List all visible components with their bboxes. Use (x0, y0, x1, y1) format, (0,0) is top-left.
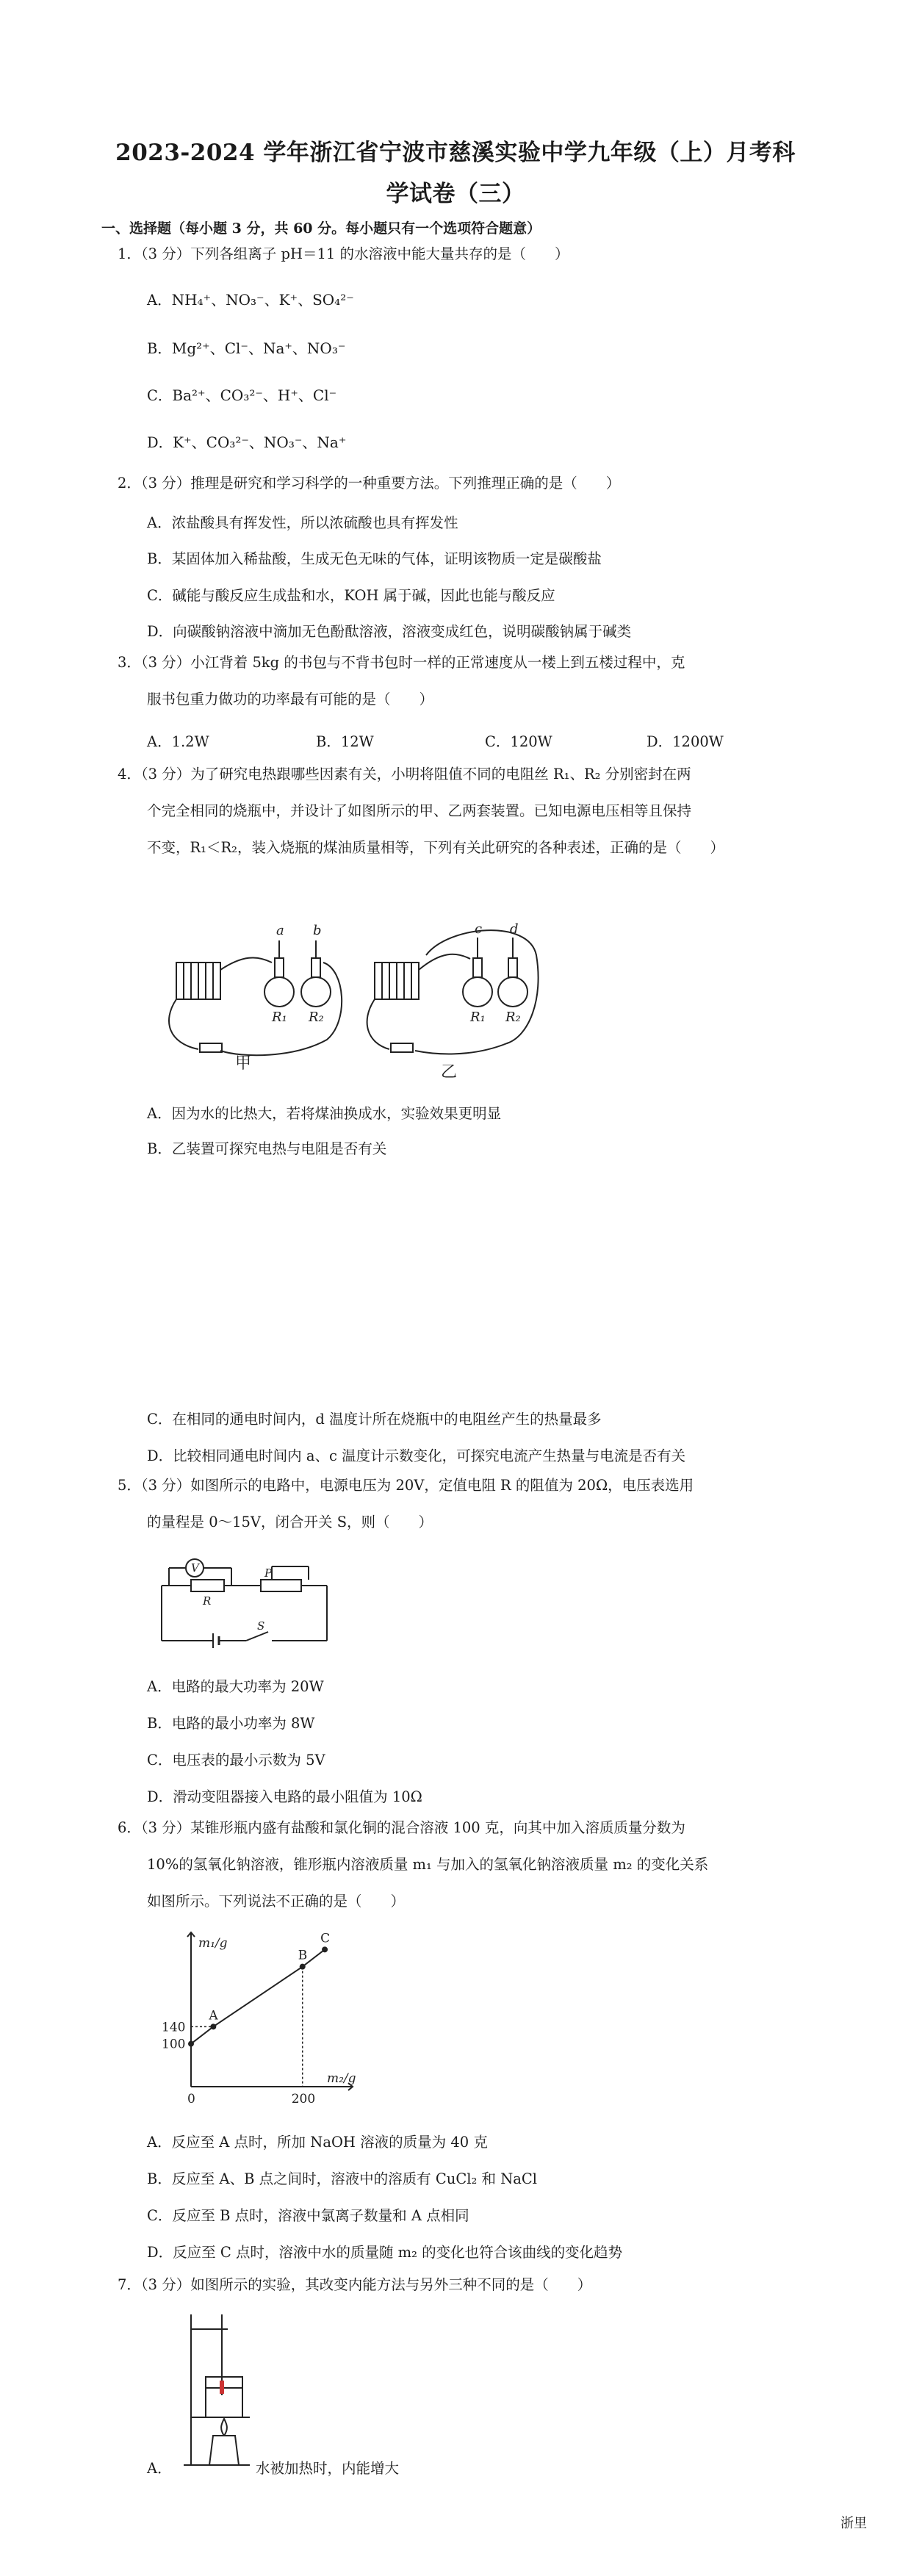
q6-stem-line3: 如图所示。下列说法不正确的是（ ） (147, 1893, 406, 1910)
q2-stem: 2．（3 分）推理是研究和学习科学的一种重要方法。下列推理正确的是（ ） (118, 475, 621, 492)
q4-circuit-figure (162, 911, 573, 1080)
q1-c-label: C． (147, 387, 173, 404)
label-r2-jia: R₂ (309, 1010, 324, 1025)
switch-s (246, 1632, 268, 1641)
q3-option-b: B．12W (316, 733, 374, 750)
q1-option-b (147, 337, 345, 358)
q2-option-b: B．某固体加入稀盐酸，生成无色无味的气体，证明该物质一定是碳酸盐 (147, 550, 602, 567)
label-c: c (475, 921, 483, 937)
q6-option-c: C．反应至 B 点时，溶液中氯离子数量和 A 点相同 (147, 2207, 469, 2224)
label-jia: 甲 (235, 1054, 252, 1073)
slider-label: P (264, 1566, 273, 1580)
q1-d-ions: K⁺、CO₃²⁻、NO₃⁻、Na⁺ (173, 433, 347, 451)
label-r1-yi: R₁ (470, 1010, 486, 1025)
resistor-label: R (203, 1594, 212, 1608)
q5-stem-line2: 的量程是 0～15V，闭合开关 S，则（ ） (147, 1514, 433, 1530)
q7-a-label: A． (147, 2460, 172, 2477)
q7-heating-apparatus-figure (176, 2307, 257, 2476)
q6-option-b: B．反应至 A、B 点之间时，溶液中的溶质有 CuCl₂ 和 NaCl (147, 2170, 538, 2187)
x-tick-200: 200 (291, 2092, 316, 2107)
q6-stem-line2: 10%的氢氧化钠溶液，锥形瓶内溶液质量 m₁ 与加入的氢氧化钠溶液质量 m₂ 的变化关系 (147, 1856, 709, 1873)
q1-a-label: A． (147, 292, 172, 309)
thermometer-liquid (220, 2381, 224, 2394)
q4-option-a: A．因为水的比热大，若将煤油换成水，实验效果更明显 (147, 1105, 502, 1122)
q1-d-label: D． (147, 434, 173, 451)
label-a: a (276, 923, 284, 938)
q5-circuit-figure (154, 1556, 338, 1652)
series-line (191, 1949, 325, 2043)
slider-resistor (261, 1580, 301, 1591)
label-r1-jia: R₁ (272, 1010, 287, 1025)
q3-option-d: D．1200W (647, 733, 724, 750)
flask-b (301, 977, 331, 1007)
label-d: d (510, 921, 519, 937)
q2-option-a: A．浓盐酸具有挥发性，所以浓硫酸也具有挥发性 (147, 514, 458, 531)
y-axis-label: m₁/g (198, 1936, 228, 1951)
resistor-r (191, 1580, 224, 1591)
y-tick-100: 100 (162, 2037, 186, 2052)
q1-stem: 1．（3 分）下列各组离子 pH＝11 的水溶液中能大量共存的是（ ） (118, 245, 569, 262)
q3-stem-line1: 3．（3 分）小江背着 5kg 的书包与不背书包时一样的正常速度从一楼上到五楼过程中，克 (118, 654, 685, 671)
q7-option-a (147, 2457, 400, 2478)
data-point-C (322, 1946, 328, 1952)
q5-option-d: D．滑动变阻器接入电路的最小阻值为 10Ω (147, 1788, 422, 1805)
q4-option-d: D．比较相同通电时间内 a、c 温度计示数变化，可探究电流产生热量与电流是否有关 (147, 1447, 686, 1464)
y-tick-140: 140 (162, 2020, 186, 2035)
q6-line-chart (154, 1918, 367, 2109)
q6-option-a: A．反应至 A 点时，所加 NaOH 溶液的质量为 40 克 (147, 2134, 488, 2151)
q5-stem-line1: 5．（3 分）如图所示的电路中，电源电压为 20V，定值电阻 R 的阻值为 20Ω，电压表选用 (118, 1477, 694, 1494)
switch-jia (200, 1043, 222, 1052)
flask-a (264, 977, 294, 1007)
q4-stem-line1: 4．（3 分）为了研究电热跟哪些因素有关，小明将阻值不同的电阻丝 R₁、R₂ 分别密封在两 (118, 766, 691, 782)
page-footer: 浙里 (840, 2516, 867, 2531)
q3-option-c: C．120W (485, 733, 552, 750)
flask-d (498, 977, 527, 1007)
q5-option-a: A．电路的最大功率为 20W (147, 1678, 324, 1695)
q1-option-c (147, 384, 336, 405)
data-point-origin (188, 2041, 194, 2047)
page-title-line2: 学试卷（三） (386, 181, 525, 207)
q1-a-ions: NH₄⁺、NO₃⁻、K⁺、SO₄²⁻ (171, 291, 354, 309)
q4-option-c: C．在相同的通电时间内，d 温度计所在烧瓶中的电阻丝产生的热量最多 (147, 1411, 602, 1428)
q4-stem-line3: 不变，R₁＜R₂，装入烧瓶的煤油质量相等，下列有关此研究的各种表述，正确的是（ ） (147, 839, 724, 856)
switch-yi (391, 1043, 413, 1052)
q6-option-d: D．反应至 C 点时，溶液中水的质量随 m₂ 的变化也符合该曲线的变化趋势 (147, 2244, 623, 2261)
page-title-line1: 2023-2024 学年浙江省宁波市慈溪实验中学九年级（上）月考科 (115, 140, 796, 166)
section-heading: 一、选择题（每小题 3 分，共 60 分。每小题只有一个选项符合题意） (101, 220, 541, 237)
x-axis-label: m₂/g (327, 2071, 356, 2086)
q1-c-ions: Ba²⁺、CO₃²⁻、H⁺、Cl⁻ (172, 386, 337, 404)
x-tick-0: 0 (187, 2092, 195, 2107)
q4-stem-line2: 个完全相同的烧瓶中，并设计了如图所示的甲、乙两套装置。已知电源电压相等且保持 (147, 802, 692, 819)
q2-option-d: D．向碳酸钠溶液中滴加无色酚酞溶液，溶液变成红色，说明碳酸钠属于碱类 (147, 623, 632, 640)
q3-option-a: A．1.2W (147, 733, 209, 750)
label-yi: 乙 (441, 1063, 458, 1080)
point-label-C: C (320, 1931, 331, 1946)
alcohol-lamp (209, 2436, 239, 2465)
flask-c (463, 977, 492, 1007)
point-label-A: A (209, 2008, 218, 2023)
q4-option-b: B．乙装置可探究电热与电阻是否有关 (147, 1140, 387, 1157)
q1-option-d (147, 431, 346, 452)
switch-label: S (257, 1619, 265, 1633)
q7-stem: 7．（3 分）如图所示的实验，其改变内能方法与另外三种不同的是（ ） (118, 2276, 592, 2293)
label-r2-yi: R₂ (505, 1010, 521, 1025)
q1-b-label: B． (147, 340, 172, 357)
q1-b-ions: Mg²⁺、Cl⁻、Na⁺、NO₃⁻ (171, 339, 346, 357)
q2-option-c: C．碱能与酸反应生成盐和水，KOH 属于碱，因此也能与酸反应 (147, 587, 555, 604)
q5-option-c: C．电压表的最小示数为 5V (147, 1752, 325, 1769)
label-b: b (313, 923, 322, 938)
q5-option-b: B．电路的最小功率为 8W (147, 1715, 315, 1732)
voltmeter-label: V (191, 1561, 199, 1575)
flame-icon (221, 2419, 227, 2436)
q1-option-a (147, 288, 354, 309)
q7-a-text: 水被加热时，内能增大 (256, 2460, 400, 2477)
q6-stem-line1: 6．（3 分）某锥形瓶内盛有盐酸和氯化铜的混合溶液 100 克，向其中加入溶质质量分数为 (118, 1819, 685, 1836)
q3-stem-line2: 服书包重力做功的功率最有可能的是（ ） (147, 691, 434, 708)
point-label-B: B (298, 1948, 308, 1963)
